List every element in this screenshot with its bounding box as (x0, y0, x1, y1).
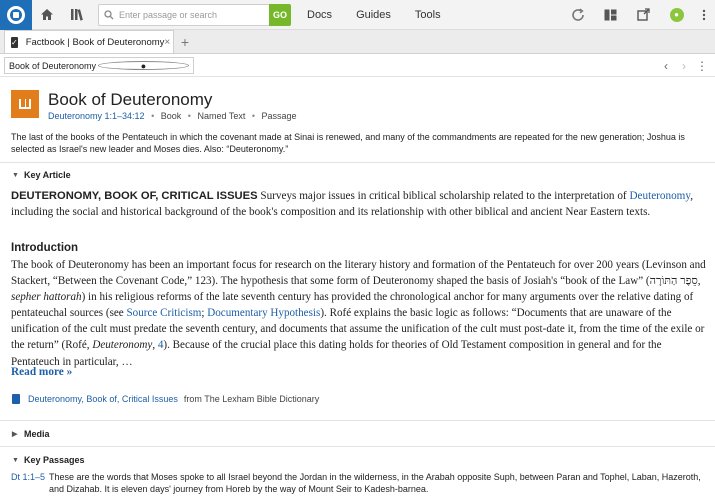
tag-named-text: Named Text (197, 111, 246, 121)
search-icon (99, 10, 119, 20)
entry-summary: The last of the books of the Pentateuch in which the covenant made at Sinai is renewed, and many of the commandments are repeated for the new generation; Joshua is selected as Israel's new leader and Moses dies. Also: “Deuteronomy.” (11, 132, 685, 154)
panel-menu-icon[interactable]: ⋮ (696, 58, 708, 73)
close-icon[interactable]: × (164, 36, 171, 48)
more-vertical-icon[interactable] (693, 0, 715, 30)
library-icon[interactable] (62, 0, 92, 30)
rofe-book-title: Deuteronomy (92, 339, 153, 352)
source-from: from The Lexham Bible Dictionary (183, 394, 320, 404)
tag-passage: Passage (261, 111, 297, 121)
divider (0, 420, 715, 421)
entry-meta: Deuteronomy 1:1–34:12 • Book • Named Text • Passage (48, 111, 297, 121)
forward-arrow-icon[interactable]: › (682, 58, 686, 73)
menu-docs[interactable]: Docs (307, 8, 333, 21)
link-deuteronomy[interactable]: Deuteronomy (629, 190, 691, 202)
divider (0, 446, 715, 447)
passage-link[interactable]: Deuteronomy 1:1–34:12 (48, 111, 145, 121)
new-window-icon[interactable] (627, 0, 660, 30)
caret-down-icon: ▼ (12, 171, 19, 179)
go-button[interactable]: GO (269, 4, 291, 26)
passage-ref-link[interactable]: Dt 1:1–5 (11, 472, 46, 482)
tab-title: Factbook | Book of Deuteronomy (25, 36, 165, 48)
add-tab-button[interactable]: + (180, 33, 190, 50)
search-input[interactable] (119, 10, 247, 20)
back-arrow-icon[interactable]: ‹ (664, 58, 668, 73)
key-article-header[interactable]: ▼ Key Article (12, 170, 71, 180)
menu-guides[interactable]: Guides (356, 8, 391, 21)
article-source (12, 394, 319, 404)
checkbox-icon[interactable]: ✓ (11, 37, 18, 47)
read-more-link[interactable]: Read more » (11, 366, 73, 378)
book-icon (11, 90, 39, 118)
page-title: Book of Deuteronomy (48, 90, 213, 109)
key-passage-row (11, 471, 701, 495)
reference-value: Book of Deuteronomy (9, 60, 97, 71)
intro-heading: Introduction (11, 242, 79, 254)
tab-bar (0, 30, 715, 54)
link-documentary-hypothesis[interactable]: Documentary Hypothesis (207, 307, 321, 320)
hebrew-text: סֵפֶר הַתּוֹרָה (649, 275, 698, 288)
user-avatar-icon[interactable]: ● (660, 0, 693, 30)
main-menu (307, 9, 465, 21)
home-icon[interactable] (32, 0, 62, 30)
link-source-criticism[interactable]: Source Criticism (126, 307, 202, 320)
layout-icon[interactable] (594, 0, 627, 30)
search-box[interactable] (98, 4, 270, 26)
key-passages-header[interactable]: ▼ Key Passages (12, 455, 85, 465)
tag-book: Book (160, 111, 182, 121)
intro-paragraph: The book of Deuteronomy has been an important focus for research on the literary history and formation of the Pentateuch for over 200 years (Levinson and Stackert, “Between the Covenant Code,” 123). The hypothesis that some form of Deuteronomy shaped the basis of Josiah's “book of the Law” (סֵפֶר הַתּוֹרָה, sepher hattorah) in his religious reforms of the late seventh century has provided the chronological anchor for many arguments over the relative dating of pentateuchal sources (see Source Criticism; Documentary Hypothesis). Rofé explains the basic logic as follows: “Documents that are unaware of the unification of the cult must predate the seventh century, and documents that assume the unification of the cult must post-date it, from the time of the exile or the return” (Rofé, Deuteronomy, 4). Because of the crucial place this dating holds for theories of Old Testament composition in general and for the Pentateuch in particular, … (11, 259, 706, 368)
resource-icon (12, 394, 20, 404)
link-page-ref[interactable]: 4 (157, 339, 164, 352)
link-set-icon[interactable]: ● (98, 61, 189, 70)
sync-icon[interactable] (561, 0, 594, 30)
media-header[interactable]: ▶ Media (12, 429, 50, 439)
tab-factbook[interactable] (4, 30, 174, 53)
divider (0, 162, 715, 163)
caret-right-icon: ▶ (12, 431, 18, 438)
passage-text: These are the words that Moses spoke to all Israel beyond the Jordan in the wilderness, in the Arabah opposite Suph, between Paran and Tophel, Laban, Hazeroth, and Dizahab. It is eleven days' journey from Horeb by the way of Mount Seir to Kadesh-barnea. (49, 472, 701, 494)
source-link[interactable]: Deuteronomy, Book of, Critical Issues (28, 394, 178, 404)
app-toolbar (0, 0, 715, 30)
factbook-content (0, 78, 715, 496)
transliteration: sepher hattorah (11, 291, 82, 304)
reference-bar (0, 55, 715, 77)
key-article-abstract: DEUTERONOMY, BOOK OF, CRITICAL ISSUES Surveys major issues in critical biblical scholarship related to the interpretation of Deuteronomy, including the social and historical background of the book's composition and its relationship with other biblical and ancient Near Eastern texts. (11, 190, 694, 218)
reference-input[interactable] (4, 57, 194, 74)
app-logo-icon[interactable] (0, 0, 32, 30)
article-title: DEUTERONOMY, BOOK OF, CRITICAL ISSUES (11, 190, 258, 202)
entry-header (11, 90, 297, 121)
menu-tools[interactable]: Tools (414, 8, 441, 21)
caret-down-icon: ▼ (12, 456, 19, 464)
